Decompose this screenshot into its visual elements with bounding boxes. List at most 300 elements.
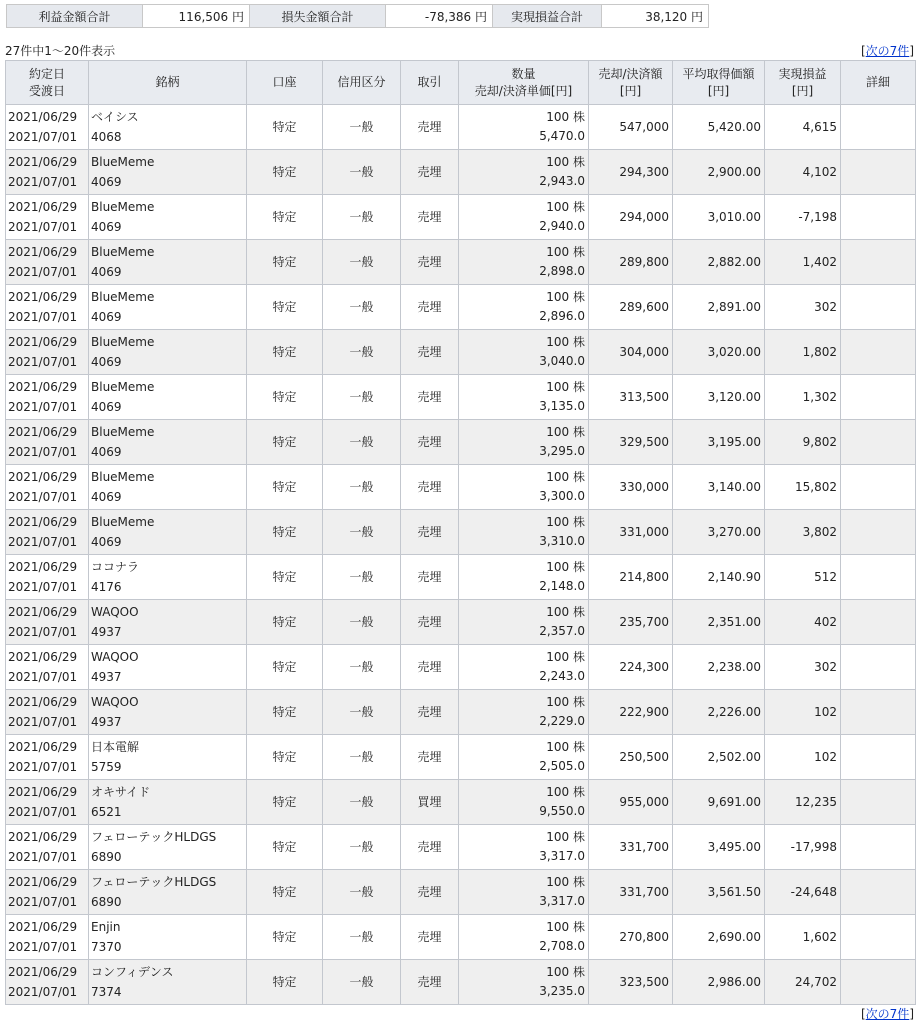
- trade-date: 2021/06/29: [8, 245, 78, 259]
- avg-cost-cell: 2,882.00: [673, 240, 765, 285]
- table-row: [6, 105, 916, 150]
- settle-date: 2021/07/01: [8, 175, 78, 189]
- quantity: 100 株: [546, 785, 585, 799]
- settle-date: 2021/07/01: [8, 670, 78, 684]
- realized-pl-cell: -24,648: [765, 870, 841, 915]
- trade-type-cell: 売埋: [401, 825, 459, 870]
- settle-date: 2021/07/01: [8, 445, 78, 459]
- quantity: 100 株: [546, 200, 585, 214]
- stock-code: 5759: [91, 760, 122, 774]
- qty-price-cell: [459, 510, 589, 555]
- avg-cost-cell: 2,351.00: [673, 600, 765, 645]
- credit-cell: 一般: [323, 870, 401, 915]
- realized-pl-cell: -17,998: [765, 825, 841, 870]
- qty-price-cell: [459, 150, 589, 195]
- trade-type-cell: 売埋: [401, 285, 459, 330]
- unit-price: 3,317.0: [539, 894, 585, 908]
- stock-name: BlueMeme: [91, 335, 155, 349]
- unit-price: 3,235.0: [539, 984, 585, 998]
- stock-code: 7374: [91, 985, 122, 999]
- detail-cell: [841, 645, 916, 690]
- unit-price: 5,470.0: [539, 129, 585, 143]
- avg-cost-cell: 3,195.00: [673, 420, 765, 465]
- avg-cost-cell: 2,502.00: [673, 735, 765, 780]
- avg-cost-cell: 2,986.00: [673, 960, 765, 1005]
- qty-price-cell: [459, 375, 589, 420]
- col-header-qty: [459, 61, 589, 105]
- settle-date: 2021/07/01: [8, 535, 78, 549]
- account-cell: 特定: [247, 195, 323, 240]
- qty-price-cell: [459, 420, 589, 465]
- qty-price-cell: [459, 915, 589, 960]
- col-header-avg-label: 平均取得価額: [682, 66, 755, 81]
- stock-code: 6521: [91, 805, 122, 819]
- dates-cell: [6, 375, 89, 420]
- next-page-link[interactable]: 次の7件: [865, 44, 910, 58]
- trade-type-cell: 売埋: [401, 150, 459, 195]
- detail-cell: [841, 240, 916, 285]
- quantity: 100 株: [546, 560, 585, 574]
- trade-type-cell: 売埋: [401, 510, 459, 555]
- amount-cell: 235,700: [589, 600, 673, 645]
- trade-type-cell: 売埋: [401, 375, 459, 420]
- stock-cell: [89, 870, 247, 915]
- credit-cell: 一般: [323, 150, 401, 195]
- stock-name: BlueMeme: [91, 470, 155, 484]
- qty-price-cell: [459, 825, 589, 870]
- dates-cell: [6, 825, 89, 870]
- table-row: [6, 375, 916, 420]
- detail-cell: [841, 330, 916, 375]
- col-header-pl-unit: [円]: [791, 83, 814, 98]
- stock-code: 4176: [91, 580, 122, 594]
- quantity: 100 株: [546, 380, 585, 394]
- unit-price: 2,243.0: [539, 669, 585, 683]
- stock-code: 4937: [91, 715, 122, 729]
- realized-pl-cell: 4,102: [765, 150, 841, 195]
- detail-cell: [841, 690, 916, 735]
- amount-cell: 547,000: [589, 105, 673, 150]
- trade-type-cell: 売埋: [401, 465, 459, 510]
- quantity: 100 株: [546, 965, 585, 979]
- detail-cell: [841, 465, 916, 510]
- account-cell: 特定: [247, 285, 323, 330]
- settle-date: 2021/07/01: [8, 625, 78, 639]
- stock-cell: [89, 240, 247, 285]
- settle-date: 2021/07/01: [8, 895, 78, 909]
- credit-cell: 一般: [323, 420, 401, 465]
- stock-name: BlueMeme: [91, 290, 155, 304]
- unit-price: 3,135.0: [539, 399, 585, 413]
- table-row: [6, 735, 916, 780]
- stock-cell: [89, 960, 247, 1005]
- stock-cell: [89, 825, 247, 870]
- trade-date: 2021/06/29: [8, 830, 78, 844]
- credit-cell: 一般: [323, 510, 401, 555]
- dates-cell: [6, 960, 89, 1005]
- unit-price: 2,708.0: [539, 939, 585, 953]
- amount-cell: 270,800: [589, 915, 673, 960]
- credit-cell: 一般: [323, 105, 401, 150]
- unit-price: 3,317.0: [539, 849, 585, 863]
- realized-pl-cell: 1,602: [765, 915, 841, 960]
- avg-cost-cell: 3,020.00: [673, 330, 765, 375]
- credit-cell: 一般: [323, 330, 401, 375]
- dates-cell: [6, 600, 89, 645]
- credit-cell: 一般: [323, 735, 401, 780]
- dates-cell: [6, 330, 89, 375]
- col-header-pl-label: 実現損益: [778, 66, 827, 81]
- quantity: 100 株: [546, 830, 585, 844]
- stock-cell: [89, 735, 247, 780]
- amount-cell: 313,500: [589, 375, 673, 420]
- credit-cell: 一般: [323, 960, 401, 1005]
- unit-price: 2,148.0: [539, 579, 585, 593]
- loss-total-label: 損失金額合計: [250, 5, 386, 28]
- table-row: [6, 150, 916, 195]
- detail-cell: [841, 150, 916, 195]
- account-cell: 特定: [247, 960, 323, 1005]
- credit-cell: 一般: [323, 915, 401, 960]
- amount-cell: 289,800: [589, 240, 673, 285]
- table-row: [6, 915, 916, 960]
- settle-date: 2021/07/01: [8, 985, 78, 999]
- col-header-credit: 信用区分: [323, 61, 401, 105]
- realized-pl-cell: 302: [765, 645, 841, 690]
- pagination-bottom: [次の7件]: [860, 1007, 914, 1021]
- dates-cell: [6, 735, 89, 780]
- dates-cell: [6, 915, 89, 960]
- credit-cell: 一般: [323, 825, 401, 870]
- col-header-price-label: 売却/決済単価[円]: [474, 83, 573, 98]
- detail-cell: [841, 285, 916, 330]
- detail-cell: [841, 555, 916, 600]
- settle-date: 2021/07/01: [8, 310, 78, 324]
- settle-date: 2021/07/01: [8, 265, 78, 279]
- account-cell: 特定: [247, 465, 323, 510]
- dates-cell: [6, 555, 89, 600]
- amount-cell: 250,500: [589, 735, 673, 780]
- trade-history-table: [5, 60, 916, 1005]
- dates-cell: [6, 645, 89, 690]
- col-header-amount-unit: [円]: [619, 83, 642, 98]
- amount-cell: 304,000: [589, 330, 673, 375]
- trade-type-cell: 売埋: [401, 555, 459, 600]
- account-cell: 特定: [247, 375, 323, 420]
- qty-price-cell: [459, 330, 589, 375]
- loss-total-value: -78,386 円: [386, 5, 493, 28]
- stock-code: 4069: [91, 310, 122, 324]
- stock-name: オキサイド: [91, 785, 151, 799]
- stock-cell: [89, 510, 247, 555]
- credit-cell: 一般: [323, 780, 401, 825]
- account-cell: 特定: [247, 240, 323, 285]
- detail-cell: [841, 870, 916, 915]
- stock-cell: [89, 195, 247, 240]
- col-header-qty-label: 数量: [511, 66, 536, 81]
- stock-code: 4069: [91, 445, 122, 459]
- unit-price: 3,300.0: [539, 489, 585, 503]
- stock-cell: [89, 600, 247, 645]
- stock-cell: [89, 330, 247, 375]
- stock-name: BlueMeme: [91, 515, 155, 529]
- detail-cell: [841, 780, 916, 825]
- settle-date: 2021/07/01: [8, 355, 78, 369]
- result-count: 27件中1～20件表示: [5, 44, 116, 58]
- dates-cell: [6, 690, 89, 735]
- stock-cell: [89, 420, 247, 465]
- trade-date: 2021/06/29: [8, 470, 78, 484]
- quantity: 100 株: [546, 875, 585, 889]
- unit-price: 2,357.0: [539, 624, 585, 638]
- col-header-trade-date: 約定日: [28, 66, 65, 81]
- stock-name: ベイシス: [91, 110, 139, 124]
- amount-cell: 289,600: [589, 285, 673, 330]
- amount-cell: 294,000: [589, 195, 673, 240]
- realized-pl-cell: 1,402: [765, 240, 841, 285]
- trade-type-cell: 売埋: [401, 735, 459, 780]
- dates-cell: [6, 240, 89, 285]
- quantity: 100 株: [546, 695, 585, 709]
- quantity: 100 株: [546, 920, 585, 934]
- trade-date: 2021/06/29: [8, 740, 78, 754]
- trade-date: 2021/06/29: [8, 650, 78, 664]
- stock-code: 4069: [91, 355, 122, 369]
- trade-date: 2021/06/29: [8, 110, 78, 124]
- unit-price: 2,943.0: [539, 174, 585, 188]
- stock-name: BlueMeme: [91, 245, 155, 259]
- unit-price: 2,896.0: [539, 309, 585, 323]
- stock-cell: [89, 150, 247, 195]
- account-cell: 特定: [247, 915, 323, 960]
- stock-name: WAQOO: [91, 650, 139, 664]
- qty-price-cell: [459, 870, 589, 915]
- credit-cell: 一般: [323, 555, 401, 600]
- unit-price: 2,229.0: [539, 714, 585, 728]
- avg-cost-cell: 3,010.00: [673, 195, 765, 240]
- trade-type-cell: 買埋: [401, 780, 459, 825]
- col-header-trade: 取引: [401, 61, 459, 105]
- detail-cell: [841, 195, 916, 240]
- stock-code: 6890: [91, 850, 122, 864]
- stock-name: WAQOO: [91, 605, 139, 619]
- trade-type-cell: 売埋: [401, 960, 459, 1005]
- unit-price: 9,550.0: [539, 804, 585, 818]
- profit-total-value: 116,506 円: [143, 5, 250, 28]
- dates-cell: [6, 105, 89, 150]
- realized-pl-cell: 4,615: [765, 105, 841, 150]
- col-header-account: 口座: [247, 61, 323, 105]
- settle-date: 2021/07/01: [8, 850, 78, 864]
- stock-code: 4069: [91, 175, 122, 189]
- realized-pl-cell: 15,802: [765, 465, 841, 510]
- stock-code: 6890: [91, 895, 122, 909]
- settle-date: 2021/07/01: [8, 130, 78, 144]
- dates-cell: [6, 465, 89, 510]
- avg-cost-cell: 2,226.00: [673, 690, 765, 735]
- avg-cost-cell: 2,891.00: [673, 285, 765, 330]
- stock-cell: [89, 690, 247, 735]
- account-cell: 特定: [247, 870, 323, 915]
- avg-cost-cell: 2,140.90: [673, 555, 765, 600]
- stock-cell: [89, 375, 247, 420]
- unit-price: 3,040.0: [539, 354, 585, 368]
- settle-date: 2021/07/01: [8, 220, 78, 234]
- qty-price-cell: [459, 555, 589, 600]
- trade-type-cell: 売埋: [401, 240, 459, 285]
- detail-cell: [841, 915, 916, 960]
- col-header-amount: [589, 61, 673, 105]
- quantity: 100 株: [546, 740, 585, 754]
- stock-code: 4937: [91, 625, 122, 639]
- trade-date: 2021/06/29: [8, 425, 78, 439]
- avg-cost-cell: 3,120.00: [673, 375, 765, 420]
- stock-name: BlueMeme: [91, 155, 155, 169]
- realized-total-label: 実現損益合計: [493, 5, 602, 28]
- table-row: [6, 825, 916, 870]
- trade-date: 2021/06/29: [8, 605, 78, 619]
- avg-cost-cell: 2,900.00: [673, 150, 765, 195]
- trade-type-cell: 売埋: [401, 915, 459, 960]
- dates-cell: [6, 780, 89, 825]
- col-header-avg: [673, 61, 765, 105]
- realized-total-value: 38,120 円: [602, 5, 709, 28]
- account-cell: 特定: [247, 510, 323, 555]
- table-row: [6, 420, 916, 465]
- avg-cost-cell: 5,420.00: [673, 105, 765, 150]
- stock-code: 4069: [91, 220, 122, 234]
- realized-pl-cell: 12,235: [765, 780, 841, 825]
- amount-cell: 955,000: [589, 780, 673, 825]
- stock-name: コンフィデンス: [91, 965, 174, 979]
- avg-cost-cell: 9,691.00: [673, 780, 765, 825]
- table-row: [6, 960, 916, 1005]
- stock-code: 7370: [91, 940, 122, 954]
- stock-cell: [89, 915, 247, 960]
- col-header-settle-date: 受渡日: [28, 83, 65, 98]
- trade-type-cell: 売埋: [401, 870, 459, 915]
- detail-cell: [841, 105, 916, 150]
- qty-price-cell: [459, 600, 589, 645]
- qty-price-cell: [459, 780, 589, 825]
- qty-price-cell: [459, 105, 589, 150]
- detail-cell: [841, 825, 916, 870]
- table-row: [6, 780, 916, 825]
- settle-date: 2021/07/01: [8, 760, 78, 774]
- avg-cost-cell: 2,690.00: [673, 915, 765, 960]
- stock-name: BlueMeme: [91, 200, 155, 214]
- stock-code: 4069: [91, 400, 122, 414]
- trade-type-cell: 売埋: [401, 195, 459, 240]
- account-cell: 特定: [247, 600, 323, 645]
- credit-cell: 一般: [323, 285, 401, 330]
- amount-cell: 214,800: [589, 555, 673, 600]
- quantity: 100 株: [546, 515, 585, 529]
- credit-cell: 一般: [323, 465, 401, 510]
- summary-bar: [6, 4, 709, 28]
- stock-code: 4069: [91, 490, 122, 504]
- realized-pl-cell: 402: [765, 600, 841, 645]
- qty-price-cell: [459, 195, 589, 240]
- amount-cell: 331,000: [589, 510, 673, 555]
- realized-pl-cell: 102: [765, 735, 841, 780]
- table-row: [6, 600, 916, 645]
- dates-cell: [6, 195, 89, 240]
- realized-pl-cell: 1,802: [765, 330, 841, 375]
- quantity: 100 株: [546, 425, 585, 439]
- qty-price-cell: [459, 960, 589, 1005]
- realized-pl-cell: 9,802: [765, 420, 841, 465]
- credit-cell: 一般: [323, 645, 401, 690]
- col-header-dates: [6, 61, 89, 105]
- trade-type-cell: 売埋: [401, 600, 459, 645]
- stock-name: ココナラ: [91, 560, 140, 574]
- table-row: [6, 690, 916, 735]
- col-header-detail: 詳細: [841, 61, 916, 105]
- account-cell: 特定: [247, 150, 323, 195]
- unit-price: 3,310.0: [539, 534, 585, 548]
- stock-name: WAQOO: [91, 695, 139, 709]
- table-row: [6, 645, 916, 690]
- stock-code: 4069: [91, 535, 122, 549]
- trade-date: 2021/06/29: [8, 380, 78, 394]
- account-cell: 特定: [247, 645, 323, 690]
- dates-cell: [6, 285, 89, 330]
- col-header-amount-label: 売却/決済額: [598, 66, 663, 81]
- dates-cell: [6, 150, 89, 195]
- settle-date: 2021/07/01: [8, 580, 78, 594]
- trade-type-cell: 売埋: [401, 330, 459, 375]
- stock-name: 日本電解: [91, 740, 140, 754]
- realized-pl-cell: 3,802: [765, 510, 841, 555]
- next-page-link-bottom[interactable]: 次の7件: [865, 1007, 910, 1021]
- qty-price-cell: [459, 285, 589, 330]
- account-cell: 特定: [247, 735, 323, 780]
- table-row: [6, 240, 916, 285]
- table-row: [6, 195, 916, 240]
- realized-pl-cell: 102: [765, 690, 841, 735]
- trade-date: 2021/06/29: [8, 290, 78, 304]
- avg-cost-cell: 3,561.50: [673, 870, 765, 915]
- realized-pl-cell: 1,302: [765, 375, 841, 420]
- stock-name: BlueMeme: [91, 425, 155, 439]
- detail-cell: [841, 600, 916, 645]
- amount-cell: 224,300: [589, 645, 673, 690]
- table-row: [6, 330, 916, 375]
- quantity: 100 株: [546, 470, 585, 484]
- realized-pl-cell: 302: [765, 285, 841, 330]
- avg-cost-cell: 3,495.00: [673, 825, 765, 870]
- table-row: [6, 465, 916, 510]
- qty-price-cell: [459, 240, 589, 285]
- stock-code: 4068: [91, 130, 122, 144]
- trade-type-cell: 売埋: [401, 645, 459, 690]
- stock-cell: [89, 105, 247, 150]
- credit-cell: 一般: [323, 195, 401, 240]
- amount-cell: 331,700: [589, 870, 673, 915]
- quantity: 100 株: [546, 650, 585, 664]
- table-header-row: [6, 61, 916, 105]
- quantity: 100 株: [546, 245, 585, 259]
- unit-price: 2,940.0: [539, 219, 585, 233]
- detail-cell: [841, 375, 916, 420]
- quantity: 100 株: [546, 605, 585, 619]
- detail-cell: [841, 735, 916, 780]
- amount-cell: 331,700: [589, 825, 673, 870]
- trade-date: 2021/06/29: [8, 875, 78, 889]
- stock-name: フェローテックHLDGS: [91, 875, 217, 889]
- stock-cell: [89, 465, 247, 510]
